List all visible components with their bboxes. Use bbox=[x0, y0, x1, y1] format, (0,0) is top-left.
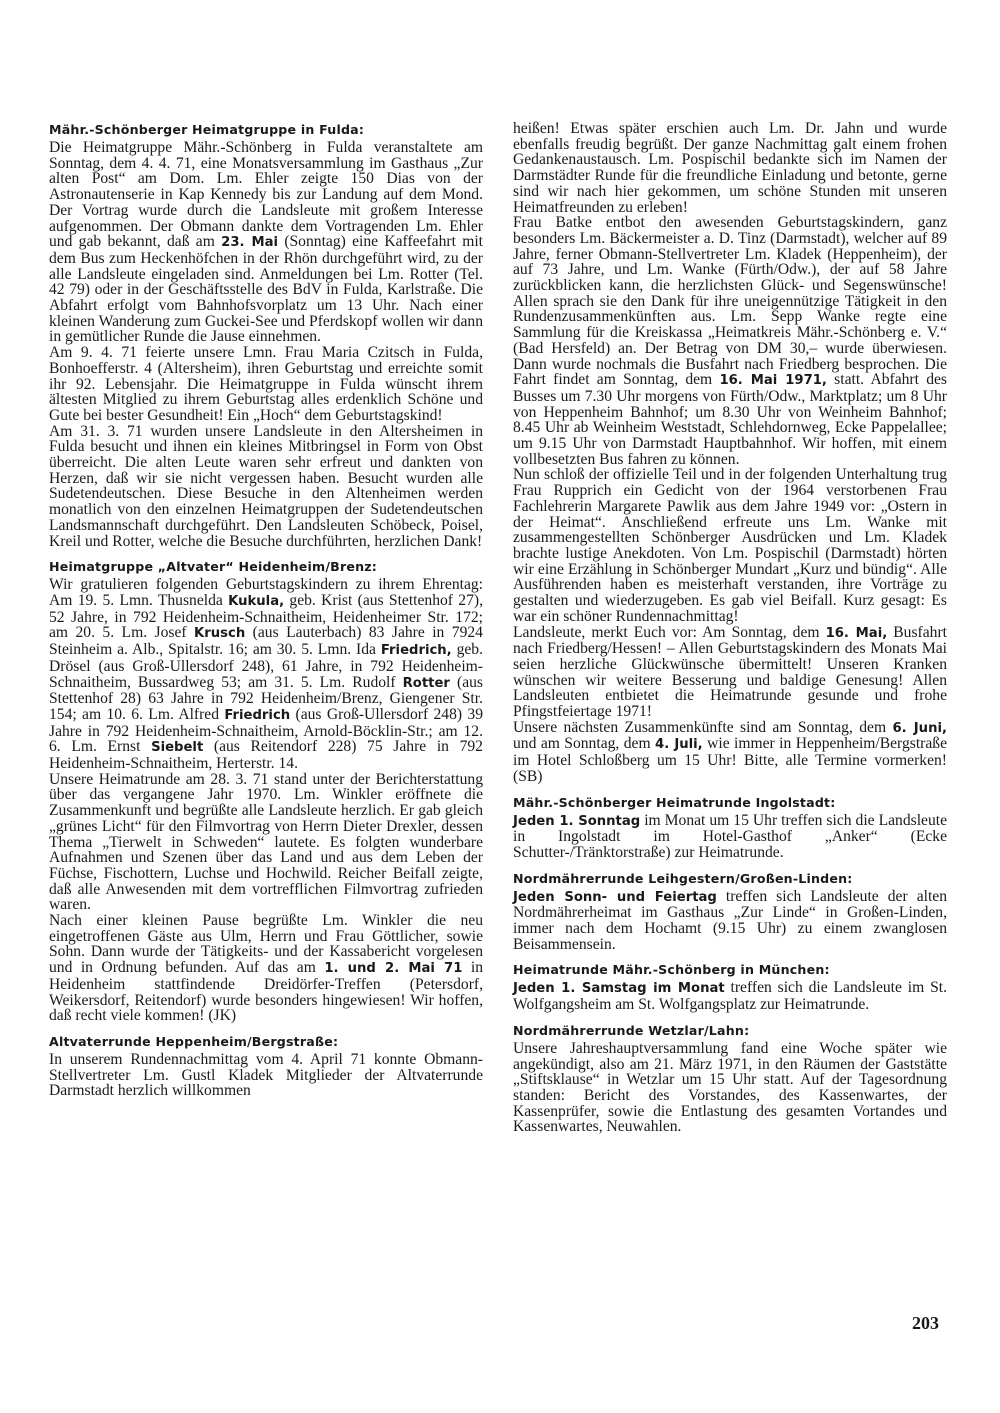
text-run: (aus Groß-Ullersdorf 248) 39 Jahre in 792 Heidenheim-Schnaitheim, Arnold-Böcklin-Str.; am 12. 6. Lm. Ernst bbox=[49, 705, 483, 756]
text-run: Frau Batke entbot den awesenden Geburtstagskindern, ganz besonders Lm. Bäckermeister a. D. Tinz (Darmstadt), welcher auf 89 Jahre, ferner Obmann-Stellvertreter Lm. Kladek (Heppenheim), der auf 73 Jahre, und Lm. Wanke (Fürth/Odw.), der auf 58 Jahre zurückblicken kann, die herzlichsten Glück- und Segenswünsche! Allen sprach sie den Dank für ihre uneigennützige Tätigkeit in den Rundenzusammenkünften aus. Lm. Sepp Wanke regte eine Sammlung für die Kreiskassa „Heimatkreis Mähr.-Schönberg e. V.“ (Bad Hersfeld) an. Der Betrag von DM 30,– wurde überwiesen. Dann wurde nochmals die Busfahrt nach Friedberg besprochen. Die Fahrt findet am Sonntag, dem bbox=[513, 214, 947, 389]
text-run: treffen sich die Landsleute im St. Wolfgangsheim am St. Wolfgangsplatz zur Heimatrunde. bbox=[513, 979, 948, 1014]
text-run: (aus Stettenhof 28) 63 Jahre in 792 Heidenheim/Brenz, Giengener Str. 154; am 10. 6. Lm. Alfred bbox=[49, 673, 483, 723]
article-section bbox=[513, 962, 947, 1012]
paragraph bbox=[49, 140, 483, 345]
paragraph bbox=[513, 467, 947, 624]
emphasized-text: Friedrich bbox=[224, 707, 291, 723]
text-run: (aus Reitendorf 228) 75 Jahre in 792 Heidenheim-Schnaitheim, Herterstr. 14. bbox=[49, 738, 483, 773]
page-number: 203 bbox=[912, 1313, 939, 1333]
article-section bbox=[49, 559, 483, 1024]
text-run: geb. Krist (aus Stettenhof 27), 52 Jahre, in 792 Heidenheim-Schnaitheim, Heidenheimer Str. 172; am 20. 5. Lm. Josef bbox=[49, 591, 483, 642]
emphasized-text: Rotter bbox=[402, 675, 450, 691]
section-heading: Mähr.-Schönberger Heimatrunde Ingolstadt: bbox=[513, 794, 836, 810]
text-run: Unsere Heimatrunde am 28. 3. 71 stand unter der Berichterstattung über das vergangene Jahr 1970. Lm. Winkler eröffnete die Zusammenkunft und begrüßte alle Landsleute herzlich. Er gab gleich „grünes Licht“ für den Filmvortrag von Herrn Dieter Drexler, dessen Thema „Tierwelt in Schweden“ lautete. Es folgten wunderbare Aufnahmen und Szenen über das Land und aus dem Leben der Füchse, Fischottern, Luchse und Hochwild. Reicher Beifall zeigte, daß alle Anwesenden mit dem vortrefflichen Filmvortrag zufrieden waren. bbox=[49, 770, 483, 914]
text-run: geb. Drösel (aus Groß-Ullersdorf 248), 61 Jahre, in 792 Heidenheim-Schnaitheim, Bussardweg 53; am 31. 5. Lm. Rudolf bbox=[49, 641, 484, 691]
emphasized-text: Krusch bbox=[194, 626, 246, 642]
text-run: (Sonntag) eine Kaffeefahrt mit dem Bus zum Heckenhöfchen in der Rhön durchgeführt wird, zu der alle Landsleute eingeladen sind. Anmeldungen bei Lm. Rotter (Tel. 42 79) oder in der Geschäftsstelle des BdV in Fulda, Karlstraße. Die Abfahrt erfolgt vom Bahnhofsvorplatz um 13 Uhr. Nach einer kleinen Wanderung zum Guckei-See und Pferdskopf wollen wir dann in gemütlicher Runde die Jause einnehmen. bbox=[49, 233, 483, 346]
emphasized-text: Jeden 1. Samstag im Monat bbox=[513, 981, 725, 997]
emphasized-text: 6. Juni, bbox=[892, 720, 947, 736]
paragraph bbox=[49, 772, 483, 913]
paragraph bbox=[49, 913, 483, 1024]
paragraph bbox=[49, 424, 483, 550]
text-run: treffen sich Landsleute der alten Nordmährerheimat im Gasthaus „Zur Linde“ in Großen-Linden, immer nach dem Hochamt (9.15 Uhr) zu einem zwanglosen Beisammensein. bbox=[513, 887, 947, 953]
text-run: Am 9. 4. 71 feierte unsere Lmn. Frau Maria Czitsch in Fulda, Bonhoefferstr. 4 (Altersheim), ihren Geburtstag und erreichte somit ihr 92. Lebensjahr. Die Heimatgruppe in Fulda wünscht ihrem ältesten Mitglied zu ihrem Geburtstag alles erdenklich Schöne und Gute bei bester Gesundheit! Ein „Hoch“ dem Geburtstagskind! bbox=[49, 344, 483, 424]
text-run: heißen! Etwas später erschien auch Lm. Dr. Jahn und wurde ebenfalls freudig begrüßt. Der ganze Nachmittag galt einem frohen Gedankenaustausch. Lm. Pospischil bedankte sich im Namen der Darmstädter Runde für die freundliche Einladung und betonte, gerne sind wir nach hier gekommen, um schöne Stunden mit unseren Heimatfreunden zu erleben! bbox=[513, 120, 947, 216]
emphasized-text: Jeden Sonn- und Feiertag bbox=[513, 889, 717, 905]
text-run: Wir gratulieren folgenden Geburtstagskindern zu ihrem Ehrentag: Am 19. 5. Lmn. Thusnelda bbox=[49, 576, 483, 609]
section-heading: Heimatrunde Mähr.-Schönberg in München: bbox=[513, 962, 830, 978]
text-run: und am Sonntag, dem bbox=[513, 735, 656, 753]
paragraph bbox=[49, 1052, 483, 1099]
text-run: Unsere nächsten Zusammenkünfte sind am Sonntag, dem bbox=[513, 718, 893, 736]
paragraph bbox=[513, 889, 947, 953]
text-run: In unserem Rundennachmittag vom 4. April 71 konnte Obmann-Stellvertreter Lm. Gustl Kladek Mitglieder der Altvaterrunde Darmstadt herzlich willkommen bbox=[49, 1050, 483, 1100]
paragraph bbox=[513, 980, 947, 1012]
section-heading: Mähr.-Schönberger Heimatgruppe in Fulda: bbox=[49, 122, 365, 137]
text-run: (aus Lauterbach) 83 Jahre in 7924 Steinheim a. Alb., Spitalstr. 16; am 30. 5. Lmn. Ida bbox=[49, 624, 483, 659]
article-section bbox=[513, 121, 947, 785]
article-section bbox=[49, 1034, 483, 1099]
section-heading: Nordmährerrunde Leihgestern/Großen-Linden: bbox=[513, 870, 853, 886]
paragraph bbox=[513, 121, 947, 215]
left-column bbox=[49, 122, 483, 1109]
paragraph bbox=[513, 1041, 947, 1135]
article-section bbox=[513, 1023, 947, 1135]
paragraph bbox=[49, 577, 483, 771]
emphasized-text: Kukula, bbox=[228, 593, 285, 609]
paragraph bbox=[513, 215, 947, 467]
emphasized-text: 1. und 2. Mai 71 bbox=[324, 961, 463, 977]
article-section bbox=[49, 122, 483, 549]
emphasized-text: 23. Mai bbox=[221, 235, 279, 251]
paragraph bbox=[49, 345, 483, 424]
article-section bbox=[513, 871, 947, 953]
text-run: wie immer in Heppenheim/Bergstraße im Hotel Schloßberg um 15 Uhr! Bitte, alle Termine vormerken! (SB) bbox=[513, 735, 947, 785]
section-heading: Altvaterrunde Heppenheim/Bergstraße: bbox=[49, 1033, 339, 1049]
section-heading: Heimatgruppe „Altvater“ Heidenheim/Brenz: bbox=[49, 559, 378, 575]
text-run: Landsleute, merkt Euch vor: Am Sonntag, dem bbox=[513, 623, 826, 641]
text-run: Nach einer kleinen Pause begrüßte Lm. Winkler die neu eingetroffenen Gäste aus Ulm, Herrn und Frau Göttlicher, sowie Sohn. Dann wurde der Tätigkeits- und der Kassabericht vorgelesen und in Ordnung befunden. Auf das am bbox=[49, 912, 483, 977]
emphasized-text: Jeden 1. Sonntag bbox=[513, 813, 641, 829]
text-run: Nun schloß der offizielle Teil und in der folgenden Unterhaltung trug Frau Rupprich ein Gedicht von der 1964 verstorbenen Frau Fachlehrerin Margarete Pawlik aus dem Jahre 1949 vor: „Ostern in der Heimat“. Anschließend erfreute uns Lm. Wanke mit zusammengestellten Schönberger Ausdrücken und Lm. Kladek brachte lustige Anekdoten. Von Lm. Pospischil (Darmstadt) hörten wir eine Erzählung in Schönberger Mundart „Kurz und bündig“. Alle Ausführenden haben es meisterhaft verstanden, ihre Vorträge zu gestalten und wiederzugeben. Es gab viel Beifall. Kurz gesagt: Es war ein schöner Rundennachmittag! bbox=[513, 466, 947, 625]
emphasized-text: Siebelt bbox=[151, 740, 204, 756]
emphasized-text: 4. Juli, bbox=[655, 737, 703, 753]
text-run: in Heidenheim stattfindende Dreidörfer-Treffen (Petersdorf, Weikersdorf, Reitendorf) wurde besonders hingewiesen! Wir hoffen, daß recht viele kommen! (JK) bbox=[49, 959, 483, 1025]
paragraph bbox=[513, 720, 947, 785]
text-run: Busfahrt nach Friedberg/Hessen! – Allen Geburtstagskindern des Monats Mai seien herzliche Glückwünsche übermittelt! Unseren Kranken wünschen wir weitere Besserung und baldige Genesung! Allen Landsleuten entbietet die Heimatrunde gesunde und frohe Pfingstfeiertage 1971! bbox=[513, 623, 947, 721]
paragraph bbox=[513, 813, 947, 861]
article-section bbox=[513, 795, 947, 861]
emphasized-text: 16. Mai, bbox=[825, 625, 888, 641]
text-run: statt. Abfahrt des Busses um 7.30 Uhr morgens von Fürth/Odw., Marktplatz; um 8 Uhr von Heppenheim Bahnhof; um 8.30 Uhr von Weinheim Bahnhof; 8.45 Uhr ab Weinheim Weststadt, Schlehdornweg, Ecke Pappelallee; um 9.15 Uhr von Darmstadt Hauptbahnhof. Wir hoffen, mit einem vollbesetzten Bus fahren zu können. bbox=[513, 371, 947, 468]
right-column bbox=[513, 121, 947, 1145]
text-run: im Monat um 15 Uhr treffen sich die Landsleute in Ingolstadt im Hotel-Gasthof „Anker“ (Ecke Schutter-/Tränktorstraße) zur Heimatrunde. bbox=[513, 811, 948, 861]
emphasized-text: Friedrich, bbox=[380, 643, 452, 659]
text-run: Unsere Jahreshauptversammlung fand eine Woche später wie angekündigt, also am 21. März 1971, in den Räumen der Gaststätte „Stiftsklause“ in Wetzlar um 15 Uhr statt. Auf der Tagesordnung standen: Bericht des Vorstandes, des Kassenwartes, der Kassenprüfer, sowie die Entlastung des gesamten Vortandes und Kassenwartes, Neuwahlen. bbox=[513, 1039, 947, 1136]
text-run: Die Heimatgruppe Mähr.-Schönberg in Fulda veranstaltete am Sonntag, dem 4. 4. 71, eine Monatsversammlung im Gasthaus „Zur alten Post“ am Dom. Lm. Ehler zeigte 150 Dias von der Astronautenserie in Kap Kennedy bis zur Landung auf dem Mond. Der Vortrag wurde durch die Landsleute mit großem Interesse aufgenommen. Der Obmann dankte dem Vortragenden Lm. Ehler und gab bekannt, daß am bbox=[49, 139, 483, 251]
section-heading: Nordmährerrunde Wetzlar/Lahn: bbox=[513, 1022, 750, 1038]
text-run: Am 31. 3. 71 wurden unsere Landsleute in den Altersheimen in Fulda besucht und ihnen ein kleines Mitbringsel in Form von Obst überreicht. Die alten Leute waren sehr erfreut und dankten von Herzen, daß wir sie nicht vergessen haben. Besucht wurden alle Sudetendeutschen. Diese Besuche in den Altenheimen werden monatlich von den einzelnen Heimatgruppen der Sudetendeutschen Landsmannschaft durchgeführt. Den Landsleuten Schöbeck, Poisel, Kreil und Rotter, welche die Besuche durchführten, herzlichen Dank! bbox=[49, 422, 483, 550]
emphasized-text: 16. Mai 1971, bbox=[719, 373, 827, 389]
paragraph bbox=[513, 625, 947, 720]
